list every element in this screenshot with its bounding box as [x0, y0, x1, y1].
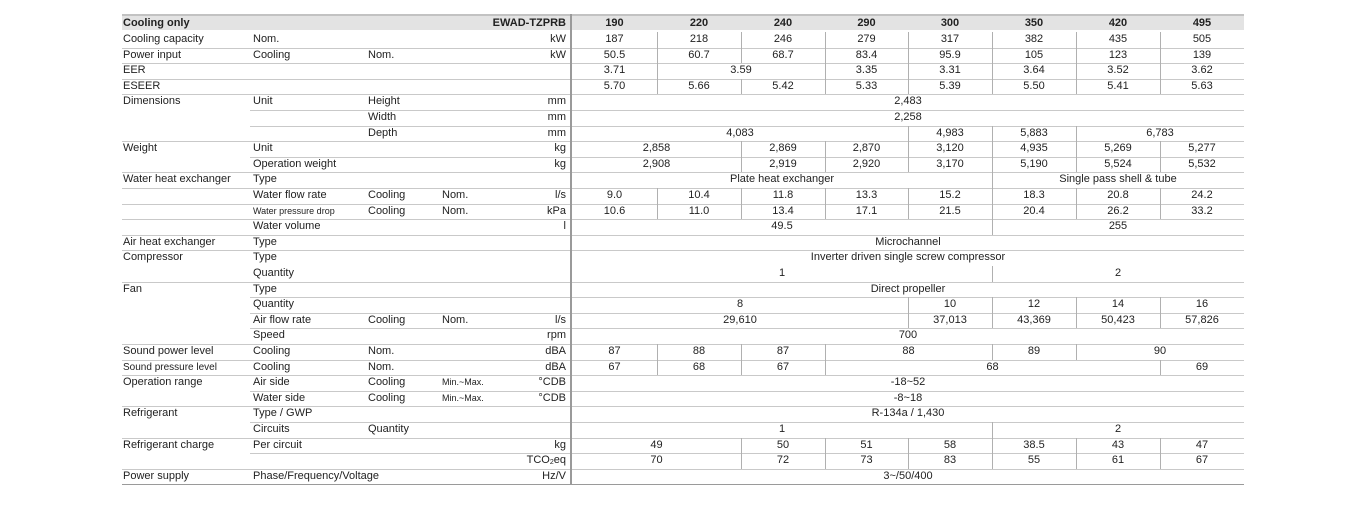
cell-divider	[825, 344, 826, 360]
value-cell: 11.0	[688, 204, 710, 217]
row-condition: Width	[368, 111, 397, 123]
value-cell: 5,532	[1188, 157, 1216, 170]
value-cell: 246	[773, 33, 793, 45]
value-cell: 68	[692, 360, 706, 373]
row-qualifier: Min.~Max.	[442, 377, 484, 388]
value-cell: Single pass shell & tube	[1059, 173, 1177, 186]
cell-divider	[741, 453, 742, 469]
row-unit: dBA	[545, 345, 566, 357]
row-unit: dBA	[545, 360, 566, 373]
value-cell: 16	[1195, 298, 1209, 311]
row-label: Power supply	[123, 469, 190, 482]
cell-divider	[825, 360, 826, 376]
row-sublabel: Nom.	[253, 33, 280, 45]
value-cell: 5.70	[603, 79, 626, 92]
value-cell: 2	[1114, 423, 1122, 435]
cell-divider	[992, 172, 993, 188]
value-cell: 2	[1114, 267, 1122, 279]
cell-divider	[657, 79, 658, 95]
row-condition: Cooling	[368, 189, 406, 201]
value-cell: 9.0	[606, 189, 623, 201]
row-label: Refrigerant	[123, 407, 178, 420]
value-cell: 20.4	[1023, 204, 1045, 217]
column-separator	[570, 14, 572, 484]
cell-divider	[908, 141, 909, 157]
model-name: EWAD-TZPRB	[492, 17, 566, 29]
value-cell: 3.62	[1191, 64, 1213, 77]
value-cell: 5,524	[1104, 157, 1132, 170]
cell-divider	[1076, 32, 1077, 48]
row-condition: Cooling	[368, 204, 406, 217]
value-cell: 90	[1153, 345, 1167, 357]
value-cell: 105	[1024, 48, 1044, 61]
cell-divider	[741, 344, 742, 360]
row-sublabel: Type	[253, 173, 277, 186]
value-cell: 49.5	[771, 220, 793, 233]
cell-divider	[992, 313, 993, 329]
cell-divider	[1076, 453, 1077, 469]
row-unit: Hz/V	[542, 469, 566, 482]
value-cell: 2,870	[852, 142, 881, 155]
cell-divider	[825, 453, 826, 469]
value-cell: 1	[778, 267, 786, 279]
row-sublabel: Cooling	[253, 360, 291, 373]
row-label: Operation range	[123, 376, 203, 389]
cell-divider	[1160, 297, 1161, 313]
row-unit: kW	[550, 48, 566, 61]
cell-divider	[1076, 79, 1077, 95]
cell-divider	[825, 157, 826, 173]
cell-divider	[1076, 157, 1077, 173]
row-sublabel: Speed	[253, 329, 285, 342]
value-cell: 3~/50/400	[883, 469, 933, 482]
cell-divider	[741, 188, 742, 204]
cell-divider	[1076, 344, 1077, 360]
value-cell: 5.66	[688, 79, 710, 92]
value-cell: 13.4	[772, 204, 794, 217]
value-cell: 700	[898, 329, 918, 342]
row-sublabel: Water pressure drop	[253, 205, 335, 216]
cell-divider	[992, 204, 993, 220]
value-cell: 187	[605, 33, 624, 45]
value-cell: 3.59	[730, 64, 752, 77]
value-cell: 95.9	[939, 48, 961, 61]
cell-divider	[1160, 63, 1161, 79]
value-cell: 10.4	[688, 189, 710, 201]
row-condition: Depth	[368, 126, 398, 139]
value-cell: 70	[650, 454, 663, 467]
row-sublabel: Quantity	[253, 298, 294, 311]
row-sublabel: Type	[253, 282, 277, 295]
cell-divider	[825, 204, 826, 220]
value-cell: Microchannel	[875, 235, 941, 248]
value-cell: 26.2	[1107, 204, 1129, 217]
value-cell: 68	[986, 360, 999, 373]
cell-divider	[1076, 126, 1077, 142]
row-label: Fan	[123, 282, 142, 295]
cell-divider	[908, 79, 909, 95]
cell-divider	[825, 79, 826, 95]
row-unit: kg	[554, 142, 566, 155]
value-cell: 61	[1111, 454, 1125, 467]
cell-divider	[908, 63, 909, 79]
row-condition: Height	[368, 95, 400, 108]
row-sublabel: Per circuit	[253, 438, 302, 451]
value-cell: 14	[1111, 298, 1125, 311]
row-label: Power input	[123, 48, 182, 61]
value-cell: 89	[1027, 345, 1041, 357]
value-cell: 29,610	[723, 313, 757, 326]
value-cell: 60.7	[688, 48, 710, 61]
cell-divider	[825, 63, 826, 79]
value-cell: 67	[776, 360, 790, 373]
value-cell: 5.33	[855, 79, 878, 92]
row-unit: mm	[547, 95, 566, 108]
value-cell: 2,483	[894, 95, 922, 108]
value-cell: 17.1	[855, 204, 878, 217]
cell-divider	[657, 48, 658, 64]
value-cell: 49	[650, 438, 663, 451]
value-cell: 38.5	[1023, 438, 1045, 451]
row-qualifier: Nom.	[442, 313, 469, 326]
cell-divider	[992, 438, 993, 454]
row-sublabel: Water flow rate	[253, 189, 327, 201]
row-sublabel: Air flow rate	[253, 313, 312, 326]
row-sublabel: Air side	[253, 376, 290, 389]
cell-divider	[741, 48, 742, 64]
value-cell: 2,919	[769, 157, 797, 170]
cell-divider	[992, 453, 993, 469]
value-cell: 83.4	[855, 48, 878, 61]
cell-divider	[657, 360, 658, 376]
value-cell: 58	[943, 438, 957, 451]
value-cell: 11.8	[772, 189, 794, 201]
value-cell: 255	[1108, 220, 1128, 233]
value-cell: 10.6	[603, 204, 626, 217]
row-qualifier: Min.~Max.	[442, 392, 484, 403]
cell-divider	[992, 219, 993, 235]
cell-divider	[657, 344, 658, 360]
row-label: Weight	[123, 142, 158, 155]
row-label: EER	[123, 64, 146, 77]
cell-divider	[741, 438, 742, 454]
cell-divider	[741, 79, 742, 95]
value-cell: -18~52	[890, 376, 926, 389]
value-cell: 12	[1027, 298, 1041, 311]
value-cell: 317	[940, 33, 960, 45]
value-cell: -8~18	[893, 391, 923, 404]
row-sublabel: Unit	[253, 142, 273, 155]
cell-divider	[992, 157, 993, 173]
value-cell: 5.41	[1107, 79, 1129, 92]
row-label: ESEER	[123, 79, 161, 92]
cell-divider	[992, 63, 993, 79]
cell-divider	[992, 32, 993, 48]
value-cell: 139	[1192, 48, 1212, 61]
value-cell: 5.39	[939, 79, 961, 92]
row-condition: Nom.	[368, 48, 395, 61]
value-cell: 2,920	[852, 157, 881, 170]
value-cell: 24.2	[1191, 189, 1213, 201]
cell-divider	[1160, 141, 1161, 157]
table-title: Cooling only	[123, 17, 190, 29]
cell-divider	[1076, 141, 1077, 157]
cell-divider	[908, 157, 909, 173]
value-cell: Direct propeller	[870, 282, 946, 295]
value-cell: 83	[943, 454, 957, 467]
value-cell: 5,883	[1020, 126, 1048, 139]
row-label: Air heat exchanger	[123, 235, 216, 248]
value-cell: 47	[1195, 438, 1209, 451]
value-cell: 50,423	[1101, 313, 1135, 326]
row-unit: l	[563, 220, 566, 233]
cell-divider	[1160, 204, 1161, 220]
size-header: 190	[605, 17, 624, 29]
cell-divider	[908, 48, 909, 64]
row-label: Cooling capacity	[123, 33, 204, 45]
value-cell: 435	[1108, 33, 1128, 45]
value-cell: 67	[608, 360, 621, 373]
cell-divider	[657, 204, 658, 220]
value-cell: 4,083	[726, 126, 754, 139]
value-cell: 21.5	[939, 204, 961, 217]
row-unit: mm	[547, 126, 566, 139]
value-cell: 4,935	[1020, 142, 1048, 155]
value-cell: 505	[1192, 33, 1212, 45]
cell-divider	[908, 297, 909, 313]
row-sublabel: Water volume	[253, 220, 321, 233]
cell-divider	[908, 188, 909, 204]
cell-divider	[1160, 360, 1161, 376]
row-unit: kg	[554, 438, 566, 451]
size-header: 290	[857, 17, 876, 29]
value-cell: 20.8	[1107, 189, 1129, 201]
cell-divider	[1076, 313, 1077, 329]
cell-divider	[992, 126, 993, 142]
cell-divider	[657, 32, 658, 48]
size-header: 420	[1108, 17, 1128, 29]
row-unit: kPa	[547, 204, 566, 217]
value-cell: Inverter driven single screw compressor	[810, 251, 1006, 264]
row-unit: rpm	[547, 329, 566, 342]
row-label: Dimensions	[123, 95, 181, 108]
cell-divider	[992, 297, 993, 313]
cell-divider	[992, 422, 993, 438]
cell-divider	[741, 32, 742, 48]
row-qualifier: Nom.	[442, 204, 469, 217]
row-unit: l/s	[555, 313, 566, 326]
value-cell: 3,120	[936, 142, 964, 155]
cell-divider	[908, 313, 909, 329]
value-cell: 15.2	[939, 189, 961, 201]
cell-divider	[908, 453, 909, 469]
value-cell: 88	[692, 345, 706, 357]
size-header: 220	[689, 17, 709, 29]
cell-divider	[741, 204, 742, 220]
table-bottom-rule	[122, 484, 1244, 485]
row-unit: mm	[547, 111, 566, 123]
cell-divider	[908, 126, 909, 142]
value-cell: 43	[1111, 438, 1125, 451]
cell-divider	[908, 32, 909, 48]
cell-divider	[992, 141, 993, 157]
row-unit: kg	[554, 157, 566, 170]
unit-main: TCO	[526, 454, 550, 467]
row-sublabel: Unit	[253, 95, 273, 108]
row-unit	[502, 453, 566, 468]
value-cell: 18.3	[1023, 189, 1045, 201]
value-cell: 2,858	[642, 142, 671, 155]
value-cell: 3.64	[1023, 64, 1045, 77]
unit-subscript: 2	[549, 459, 554, 467]
row-label: Water heat exchanger	[123, 173, 231, 186]
row-sublabel: Water side	[253, 391, 306, 404]
row-unit: °CDB	[538, 391, 566, 404]
value-cell: 87	[608, 345, 621, 357]
size-header: 350	[1024, 17, 1044, 29]
cell-divider	[1160, 438, 1161, 454]
value-cell: 382	[1024, 33, 1044, 45]
cell-divider	[741, 360, 742, 376]
value-cell: 3,170	[936, 157, 964, 170]
value-cell: 279	[857, 33, 876, 45]
value-cell: 3.35	[855, 64, 878, 77]
value-cell: 5,277	[1188, 142, 1216, 155]
cell-divider	[992, 266, 993, 282]
row-sublabel: Circuits	[253, 423, 290, 435]
value-cell: 13.3	[855, 189, 878, 201]
value-cell: 50.5	[603, 48, 626, 61]
row-condition: Nom.	[368, 360, 395, 373]
cell-divider	[1160, 188, 1161, 204]
cell-divider	[1076, 188, 1077, 204]
cell-divider	[908, 438, 909, 454]
cell-divider	[1076, 48, 1077, 64]
row-label: Compressor	[123, 251, 183, 264]
value-cell: 123	[1108, 48, 1128, 61]
row-qualifier: Nom.	[442, 189, 469, 201]
row-sublabel: Operation weight	[253, 157, 337, 170]
value-cell: 5.50	[1023, 79, 1045, 92]
value-cell: R-134a / 1,430	[871, 407, 945, 420]
value-cell: 1	[778, 423, 786, 435]
value-cell: 10	[943, 298, 957, 311]
cell-divider	[908, 204, 909, 220]
cell-divider	[741, 157, 742, 173]
cell-divider	[741, 141, 742, 157]
cell-divider	[1160, 157, 1161, 173]
value-cell: 5.63	[1191, 79, 1213, 92]
value-cell: 5.42	[772, 79, 794, 92]
row-unit: l/s	[555, 189, 566, 201]
cell-divider	[825, 32, 826, 48]
cell-divider	[992, 79, 993, 95]
value-cell: 88	[902, 345, 915, 357]
value-cell: 5,190	[1020, 157, 1048, 170]
value-cell: 218	[689, 33, 709, 45]
cell-divider	[1160, 453, 1161, 469]
cell-divider	[1160, 313, 1161, 329]
cell-divider	[1160, 32, 1161, 48]
value-cell: 3.31	[939, 64, 961, 77]
row-label: Sound power level	[123, 345, 214, 357]
row-condition: Cooling	[368, 376, 406, 389]
cell-divider	[825, 438, 826, 454]
size-header: 495	[1192, 17, 1212, 29]
value-cell: 33.2	[1191, 204, 1213, 217]
row-condition: Nom.	[368, 345, 395, 357]
cell-divider	[657, 63, 658, 79]
value-cell: 43,369	[1017, 313, 1051, 326]
value-cell: 73	[860, 454, 873, 467]
spec-table	[122, 14, 1244, 484]
row-condition: Cooling	[368, 313, 406, 326]
value-cell: 8	[736, 298, 744, 311]
cell-divider	[992, 48, 993, 64]
value-cell: 55	[1027, 454, 1041, 467]
cell-divider	[1076, 438, 1077, 454]
value-cell: 68.7	[772, 48, 794, 61]
row-sublabel: Phase/Frequency/Voltage	[253, 469, 379, 482]
value-cell: 57,826	[1185, 313, 1219, 326]
cell-divider	[825, 48, 826, 64]
value-cell: 2,258	[894, 111, 922, 123]
size-header: 240	[773, 17, 793, 29]
row-sublabel: Type	[253, 251, 277, 264]
value-cell: 2,869	[769, 142, 797, 155]
row-unit: kW	[550, 33, 566, 45]
row-sublabel: Quantity	[253, 267, 294, 279]
row-condition: Cooling	[368, 391, 406, 404]
value-cell: 4,983	[936, 126, 964, 139]
cell-divider	[1160, 48, 1161, 64]
value-cell: 5,269	[1104, 142, 1132, 155]
unit-tail: eq	[553, 454, 566, 467]
row-sublabel: Type	[253, 235, 277, 248]
row-label: Sound pressure level	[123, 361, 217, 373]
value-cell: 3.71	[603, 64, 626, 77]
value-cell: 67	[1195, 454, 1209, 467]
cell-divider	[1076, 297, 1077, 313]
value-cell: 87	[776, 345, 790, 357]
cell-divider	[1076, 204, 1077, 220]
row-unit: °CDB	[538, 376, 566, 389]
cell-divider	[825, 188, 826, 204]
row-sublabel: Cooling	[253, 48, 291, 61]
cell-divider	[1160, 79, 1161, 95]
value-cell: 3.52	[1107, 64, 1129, 77]
row-sublabel: Cooling	[253, 345, 291, 357]
value-cell: 50	[776, 438, 790, 451]
value-cell: 6,783	[1146, 126, 1174, 139]
cell-divider	[992, 344, 993, 360]
cell-divider	[992, 188, 993, 204]
value-cell: 2,908	[642, 157, 671, 170]
value-cell: 72	[776, 454, 790, 467]
value-cell: 69	[1195, 360, 1209, 373]
value-cell: 51	[860, 438, 873, 451]
row-condition: Quantity	[368, 423, 409, 435]
value-cell: Plate heat exchanger	[730, 173, 834, 186]
size-header: 300	[940, 17, 960, 29]
value-cell: 37,013	[933, 313, 967, 326]
cell-divider	[657, 188, 658, 204]
row-label: Refrigerant charge	[123, 438, 215, 451]
cell-divider	[825, 141, 826, 157]
cell-divider	[1076, 63, 1077, 79]
row-sublabel: Type / GWP	[253, 407, 313, 420]
